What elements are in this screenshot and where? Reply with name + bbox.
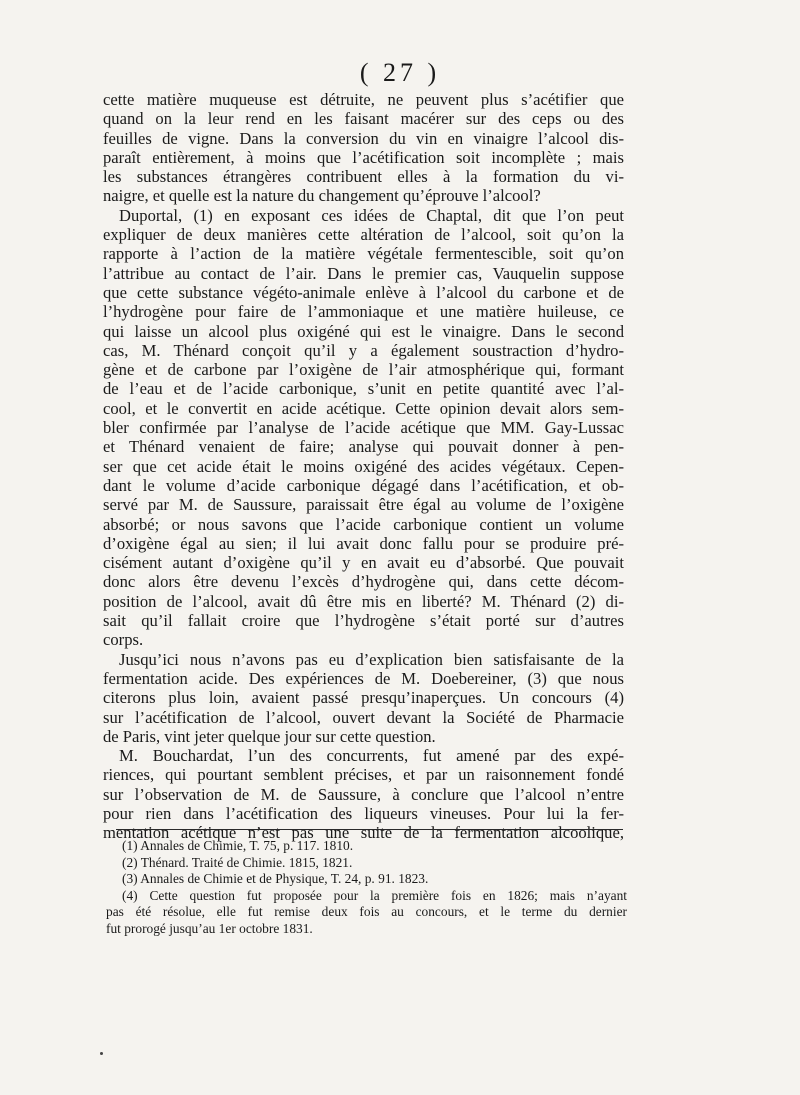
footnote-3: (3) Annales de Chimie et de Physique, T. 24, p. 91. 1823. <box>122 871 429 887</box>
text-line: cette matière muqueuse est détruite, ne peuvent plus s’acétifier que <box>103 90 624 109</box>
text-line: les substances étrangères contribuent elles à la formation du vi- <box>103 167 624 187</box>
text-line: sur l’observation de M. de Saussure, à conclure que l’alcool n’entre <box>103 784 624 804</box>
text-line: sait qu’il fallait croire que l’hydrogène s’était porté sur d’autres <box>103 611 624 631</box>
text-line: M. Bouchardat, l’un des concurrents, fut amené par des expé- <box>119 746 624 766</box>
text-line: fermentation acide. Des expériences de M. Doebereiner, (3) que nous <box>103 668 624 688</box>
text-line: de l’eau et de l’acide carbonique, s’unit en petite quantité avec l’al- <box>103 379 624 399</box>
text-line: ser que cet acide était le moins oxigéné des acides végétaux. Cepen- <box>103 456 624 476</box>
text-line: sur l’acétification de l’alcool, ouvert devant la Société de Pharmacie <box>103 707 624 727</box>
text-line: citerons plus loin, avaient passé presqu’inaperçues. Un concours (4) <box>103 688 624 708</box>
text-line: cisément autant d’oxigène qu’il y en avait eu d’absorbé. Que pouvait <box>103 553 624 573</box>
body-text <box>103 90 624 843</box>
text-line: position de l’alcool, avait dû être mis en liberté? M. Thénard (2) di- <box>103 591 624 611</box>
text-line: bler confirmée par l’analyse de l’acide acétique que MM. Gay-Lussac <box>103 418 624 438</box>
page-number: ( 27 ) <box>359 58 441 87</box>
text-line: que cette substance végéto-animale enlève à l’alcool du carbone et de <box>103 282 624 302</box>
text-line: paraît entièrement, à moins que l’acétification soit incomplète ; mais <box>103 147 624 167</box>
text-line: riences, qui pourtant semblent précises, et par un raisonnement fondé <box>103 765 624 785</box>
footnote-4: (4) Cette question fut proposée pour la première fois en 1826; mais n’ayant <box>122 887 627 903</box>
footnote-1: (1) Annales de Chimie, T. 75, p. 117. 1810. <box>122 838 354 853</box>
text-line: quand on la leur rend en les faisant macérer sur des ceps ou des <box>103 109 624 129</box>
footnote-2: (2) Thénard. Traité de Chimie. 1815, 1821. <box>122 854 353 870</box>
text-line: cool, et le convertit en acide acétique. Cette opinion devait alors sem- <box>103 398 624 418</box>
text-line: qui laisse un alcool plus oxigéné qui est le vinaigre. Dans le second <box>103 321 624 341</box>
text-line: servé par M. de Saussure, paraissait être égal au volume de l’oxigène <box>103 495 624 515</box>
text-line: gène et de carbone par l’oxigène de l’air atmosphérique qui, formant <box>103 360 624 380</box>
text-line: mentation acétique n’est pas une suite de la fermentation alcoolique, <box>103 823 624 843</box>
text-line: Jusqu’ici nous n’avons pas eu d’explication bien satisfaisante de la <box>119 649 624 669</box>
text-line: feuilles de vigne. Dans la conversion du vin en vinaigre l’alcool dis- <box>103 128 624 148</box>
text-line: expliquer de deux manières cette altération de l’alcool, soit qu’on la <box>103 225 624 245</box>
footnote-4-end: fut prorogé jusqu’au 1er octobre 1831. <box>106 920 313 936</box>
text-line: de Paris, vint jeter quelque jour sur cette question. <box>103 726 436 746</box>
text-line: l’hydrogène pour faire de l’ammoniaque et une matière huileuse, ce <box>103 302 624 322</box>
footnote-divider <box>116 829 623 830</box>
text-line: rapporte à l’action de la matière végétale fermentescible, soit qu’on <box>103 244 624 264</box>
text-line: dant le volume d’acide carbonique dégagé dans l’acétification, et ob- <box>103 475 624 495</box>
text-line: cas, M. Thénard conçoit qu’il y a également soustraction d’hydro- <box>103 340 624 360</box>
text-line: Duportal, (1) en exposant ces idées de Chaptal, dit que l’on peut <box>119 205 624 225</box>
text-line: absorbé; or nous savons que l’acide carbonique contient un volume <box>103 514 624 534</box>
text-line: l’attribue au contact de l’air. Dans le premier cas, Vauquelin suppose <box>103 263 624 283</box>
text-line: pour rien dans l’acétification des liqueurs vineuses. Pour lui la fer- <box>103 803 624 823</box>
footnotes <box>106 838 627 938</box>
text-line: et Thénard venaient de faire; analyse qui pouvait donner à pen- <box>103 437 624 457</box>
text-line: corps. <box>103 630 144 650</box>
text-line: d’oxigène égal au sien; il lui avait donc fallu pour se produire pré- <box>103 533 624 553</box>
footnote-4-cont: pas été résolue, elle fut remise deux fois au concours, et le terme du dernier <box>106 904 627 920</box>
text-line: donc alors être devenu l’excès d’hydrogène qui, dans cette décom- <box>103 572 624 592</box>
text-line: naigre, et quelle est la nature du changement qu’éprouve l’alcool? <box>103 186 541 206</box>
paper-speck <box>100 1052 103 1055</box>
